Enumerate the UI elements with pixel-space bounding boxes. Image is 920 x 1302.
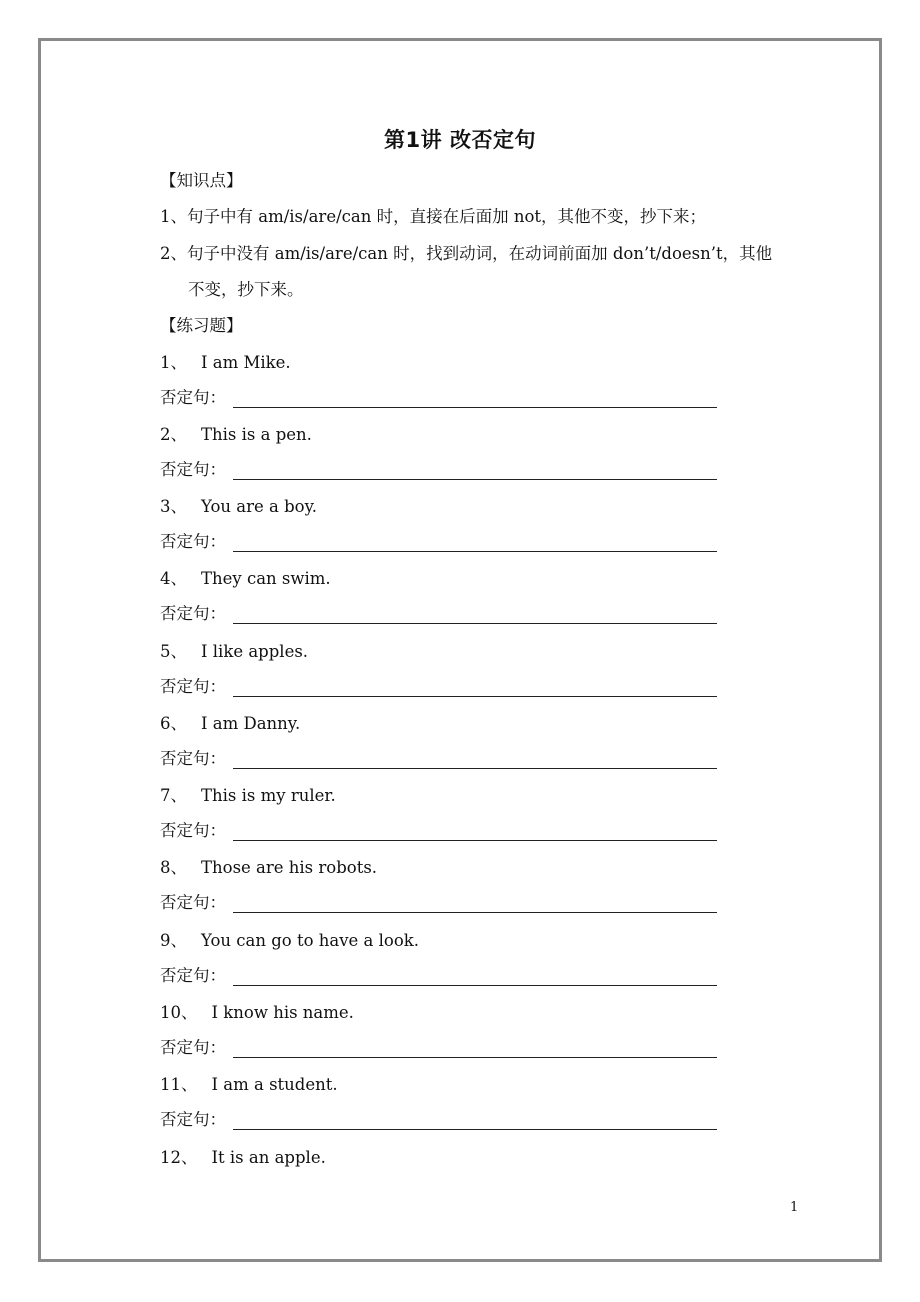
answer-label: 否定句： <box>160 677 226 696</box>
exercise-number: 2、 <box>160 425 187 444</box>
answer-blank[interactable] <box>233 1129 717 1130</box>
answer-label: 否定句： <box>160 1110 226 1129</box>
exercise-number: 6、 <box>160 714 187 733</box>
answer-row <box>160 387 226 409</box>
answer-row <box>160 603 226 625</box>
answer-label: 否定句： <box>160 1038 226 1057</box>
answer-blank[interactable] <box>233 551 717 552</box>
rule-2: 2、句子中没有 am/is/are/can 时，找到动词，在动词前面加 don’t/doesn’t，其他 <box>160 244 773 263</box>
exercise-number: 4、 <box>160 569 187 588</box>
answer-blank[interactable] <box>233 696 717 697</box>
answer-row <box>160 820 226 842</box>
answer-label: 否定句： <box>160 749 226 768</box>
answer-label: 否定句： <box>160 966 226 985</box>
answer-row <box>160 892 226 914</box>
exercise-sentence: You are a boy. <box>201 497 317 516</box>
exercise-number: 9、 <box>160 931 187 950</box>
answer-label: 否定句： <box>160 532 226 551</box>
exercise-number: 3、 <box>160 497 187 516</box>
exercise-sentence: Those are his robots. <box>201 858 378 877</box>
exercise-item <box>160 857 377 879</box>
answer-blank[interactable] <box>233 1057 717 1058</box>
answer-blank[interactable] <box>233 912 717 913</box>
exercise-item <box>160 785 336 807</box>
exercise-sentence: I know his name. <box>211 1003 354 1022</box>
answer-row <box>160 1037 226 1059</box>
exercise-number: 11、 <box>160 1075 198 1094</box>
answer-row <box>160 531 226 553</box>
answer-blank[interactable] <box>233 479 717 480</box>
answer-label: 否定句： <box>160 893 226 912</box>
answer-label: 否定句： <box>160 388 226 407</box>
answer-row <box>160 459 226 481</box>
page-title: 第1讲 改否定句 <box>384 128 536 152</box>
exercise-sentence: It is an apple. <box>211 1148 326 1167</box>
answer-blank[interactable] <box>233 623 717 624</box>
exercise-sentence: They can swim. <box>201 569 331 588</box>
exercise-item <box>160 713 300 735</box>
exercise-sentence: This is my ruler. <box>201 786 336 805</box>
answer-blank[interactable] <box>233 985 717 986</box>
exercise-heading: 【练习题】 <box>160 316 243 335</box>
exercise-sentence: I like apples. <box>201 642 309 661</box>
answer-label: 否定句： <box>160 460 226 479</box>
answer-row <box>160 676 226 698</box>
rule-1: 1、句子中有 am/is/are/can 时，直接在后面加 not，其他不变，抄下来； <box>160 207 707 226</box>
exercise-sentence: I am Mike. <box>201 353 291 372</box>
exercise-number: 5、 <box>160 642 187 661</box>
answer-row <box>160 965 226 987</box>
answer-row <box>160 748 226 770</box>
rule-2-continued: 不变，抄下来。 <box>188 280 304 299</box>
answer-label: 否定句： <box>160 821 226 840</box>
answer-blank[interactable] <box>233 407 717 408</box>
exercise-number: 10、 <box>160 1003 198 1022</box>
exercise-item <box>160 641 308 663</box>
knowledge-heading: 【知识点】 <box>160 171 243 190</box>
exercise-number: 7、 <box>160 786 187 805</box>
exercise-sentence: You can go to have a look. <box>201 931 420 950</box>
exercise-number: 8、 <box>160 858 187 877</box>
exercise-item <box>160 1074 338 1096</box>
exercise-number: 12、 <box>160 1148 198 1167</box>
exercise-item <box>160 930 419 952</box>
answer-row <box>160 1109 226 1131</box>
exercise-item <box>160 496 317 518</box>
answer-label: 否定句： <box>160 604 226 623</box>
answer-blank[interactable] <box>233 840 717 841</box>
exercise-number: 1、 <box>160 353 187 372</box>
page-number: 1 <box>790 1200 799 1215</box>
exercise-item <box>160 352 291 374</box>
exercise-item <box>160 1147 326 1169</box>
answer-blank[interactable] <box>233 768 717 769</box>
exercise-sentence: I am a student. <box>211 1075 338 1094</box>
exercise-sentence: I am Danny. <box>201 714 301 733</box>
exercise-sentence: This is a pen. <box>201 425 312 444</box>
exercise-item <box>160 1002 354 1024</box>
exercise-item <box>160 568 331 590</box>
exercise-item <box>160 424 312 446</box>
